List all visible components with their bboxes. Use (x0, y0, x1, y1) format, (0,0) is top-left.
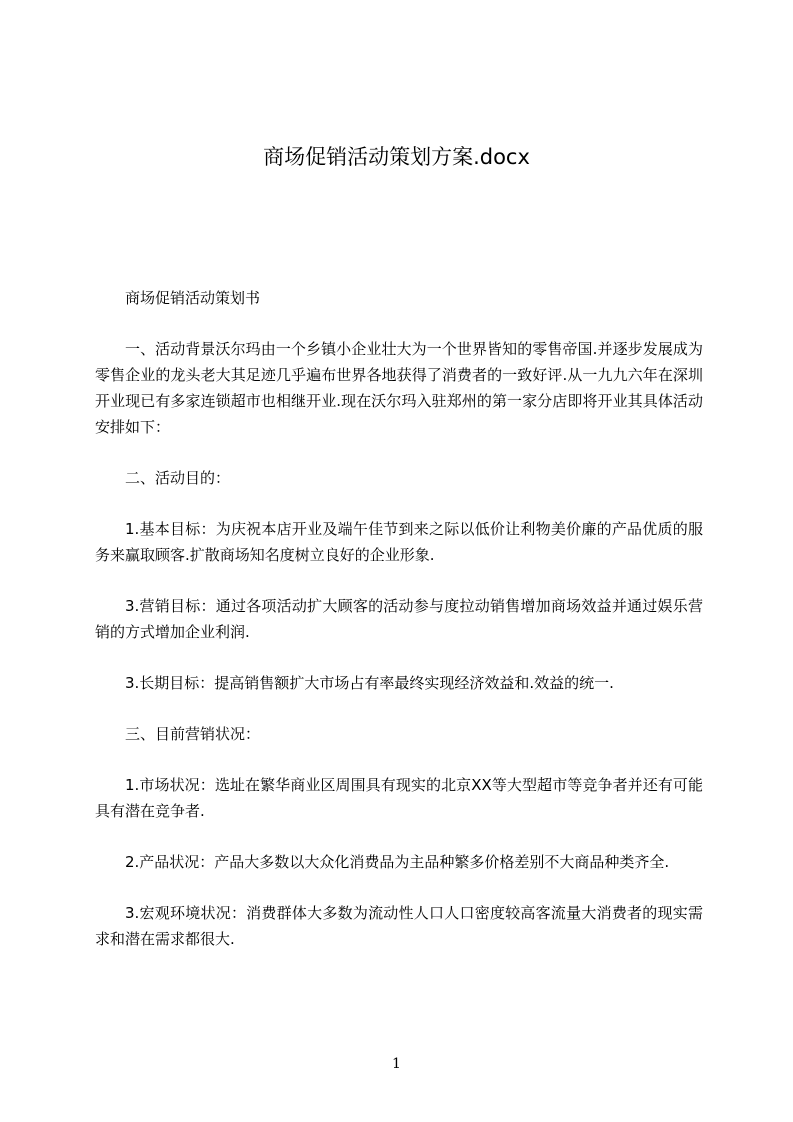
paragraph-long-term-goal: 3.长期目标：提高销售额扩大市场占有率最终实现经济效益和.效益的统一. (125, 674, 614, 692)
paragraph-macro-status: 3.宏观环境状况：消费群体大多数为流动性人口人口密度较高客流量大消费者的现实需求和潜在需求都很大. (95, 904, 703, 948)
paragraph-section-purpose: 二、活动目的： (125, 469, 231, 487)
document-title: 商场促销活动策划方案.docx (263, 145, 530, 169)
paragraph-background: 一、活动背景沃尔玛由一个乡镇小企业壮大为一个世界皆知的零售帝国.并逐步发展成为零售企业的龙头老大其足迹几乎遍布世界各地获得了消费者的一致好评.从一九九六年在深圳开业现已有多家连锁超市也相继开业.现在沃尔玛入驻郑州的第一家分店即将开业其具体活动安排如下： (95, 340, 703, 436)
page-number: 1 (392, 1056, 401, 1072)
document-body (95, 285, 703, 977)
paragraph-section-status: 三、目前营销状况： (125, 725, 261, 743)
paragraph-product-status: 2.产品状况：产品大多数以大众化消费品为主品种繁多价格差别不大商品种类齐全. (125, 853, 670, 871)
paragraph-market-status: 1.市场状况：选址在繁华商业区周围具有现实的北京XX等大型超市等竞争者并还有可能具有潜在竞争者. (95, 776, 703, 820)
paragraph-heading: 商场促销活动策划书 (125, 289, 261, 307)
paragraph-marketing-goal: 3.营销目标：通过各项活动扩大顾客的活动参与度拉动销售增加商场效益并通过娱乐营销的方式增加企业利润. (95, 597, 703, 641)
paragraph-basic-goal: 1.基本目标：为庆祝本店开业及端午佳节到来之际以低价让利物美价廉的产品优质的服务来赢取顾客.扩散商场知名度树立良好的企业形象. (95, 520, 703, 564)
